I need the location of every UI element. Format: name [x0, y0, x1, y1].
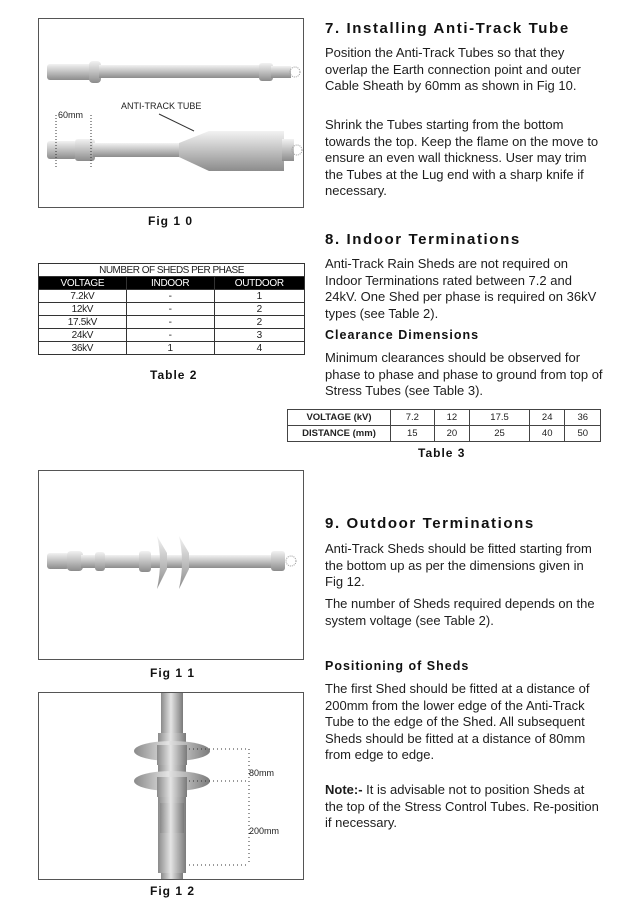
table3-caption: Table 3: [418, 446, 466, 460]
table2-title: NUMBER OF SHEDS PER PHASE: [39, 264, 305, 277]
section7-heading: 7. Installing Anti-Track Tube: [325, 20, 570, 37]
table2-cell: 17.5kV: [39, 316, 127, 329]
table2-cell: 2: [214, 303, 304, 316]
table3-row-label: VOLTAGE (kV): [288, 410, 391, 426]
table2-cell: 36kV: [39, 342, 127, 355]
table-row: [39, 303, 305, 316]
fig12-illustration: [39, 693, 304, 880]
table2-cell: 24kV: [39, 329, 127, 342]
table3-cell: 36: [565, 410, 601, 426]
table2-cell: 1: [214, 290, 304, 303]
section9-subheading: Positioning of Sheds: [325, 659, 470, 673]
table2-cell: 4: [214, 342, 304, 355]
fig12-80mm-label: 80mm: [249, 768, 275, 778]
table3-cell: 12: [434, 410, 470, 426]
table-row: [39, 316, 305, 329]
table2-col-voltage: VOLTAGE: [39, 277, 127, 290]
fig10-image: [38, 18, 304, 208]
section9-paragraph-2: The number of Sheds required depends on the system voltage (see Table 2).: [325, 596, 595, 628]
table3-cell: 20: [434, 426, 470, 442]
table2: [38, 263, 305, 355]
table2-col-outdoor: OUTDOOR: [214, 277, 304, 290]
table-row: [39, 329, 305, 342]
table3-cell: 17.5: [470, 410, 530, 426]
section9-note-text: It is advisable not to position Sheds at the top of the Stress Control Tubes. Re-position if necessary.: [325, 782, 599, 830]
section9-note-label: Note:-: [325, 782, 363, 797]
table2-cell: 1: [126, 342, 214, 355]
section9-paragraph-3: The first Shed should be fitted at a distance of 200mm from the lower edge of the Anti-Track Tube to the edge of the Shed. All subsequent Sheds should be fitted at a distance of 80mm from edge to edge.: [325, 681, 590, 762]
section9-note: [325, 782, 605, 832]
fig10-caption: Fig 1 0: [148, 214, 194, 228]
fig11-caption: Fig 1 1: [150, 666, 196, 680]
section7-paragraph-1: Position the Anti-Track Tubes so that they overlap the Earth connection point and outer Cable Sheath by 60mm as shown in Fig 10.: [325, 45, 581, 93]
fig11-image: [38, 470, 304, 660]
table2-cell: -: [126, 290, 214, 303]
table3-cell: 24: [529, 410, 565, 426]
table3: [287, 409, 601, 442]
table3-row-label: DISTANCE (mm): [288, 426, 391, 442]
fig11-illustration: [39, 471, 304, 660]
fig10-tube-label: ANTI-TRACK TUBE: [121, 101, 202, 111]
table-row: [39, 342, 305, 355]
fig10-60mm-label: 60mm: [58, 110, 84, 120]
table-row: [288, 426, 601, 442]
fig12-caption: Fig 1 2: [150, 884, 196, 898]
table2-caption: Table 2: [150, 368, 198, 382]
table2-cell: 2: [214, 316, 304, 329]
table2-cell: -: [126, 329, 214, 342]
table2-cell: -: [126, 303, 214, 316]
table2-cell: 3: [214, 329, 304, 342]
section8-subheading: Clearance Dimensions: [325, 328, 480, 342]
section8-heading: 8. Indoor Terminations: [325, 231, 521, 248]
table2-cell: 7.2kV: [39, 290, 127, 303]
fig12-200mm-label: 200mm: [249, 826, 280, 836]
fig12-image: [38, 692, 304, 880]
table2-cell: -: [126, 316, 214, 329]
section9-heading: 9. Outdoor Terminations: [325, 515, 535, 532]
section7-paragraph-2: Shrink the Tubes starting from the bottom towards the top. Keep the flame on the move to ensure an even wall thickness. User may trim the Tubes at the Lug end with a sharp knife if necessary.: [325, 117, 599, 198]
table3-cell: 7.2: [391, 410, 435, 426]
section8-paragraph-2: Minimum clearances should be observed for phase to phase and phase to ground from top of Stress Tubes (see Table 3).: [325, 350, 603, 398]
table3-cell: 50: [565, 426, 601, 442]
table3-cell: 15: [391, 426, 435, 442]
table3-cell: 25: [470, 426, 530, 442]
table2-col-indoor: INDOOR: [126, 277, 214, 290]
section8-paragraph-1: Anti-Track Rain Sheds are not required on Indoor Terminations rated between 7.2 and 24kV. One Shed per phase is required on 36kV types (see Table 2).: [325, 256, 597, 321]
table2-cell: 12kV: [39, 303, 127, 316]
table-row: [39, 290, 305, 303]
section9-paragraph-1: Anti-Track Sheds should be fitted starting from the bottom up as per the dimensions given in Fig 12.: [325, 541, 592, 589]
table-row: [288, 410, 601, 426]
table3-cell: 40: [529, 426, 565, 442]
